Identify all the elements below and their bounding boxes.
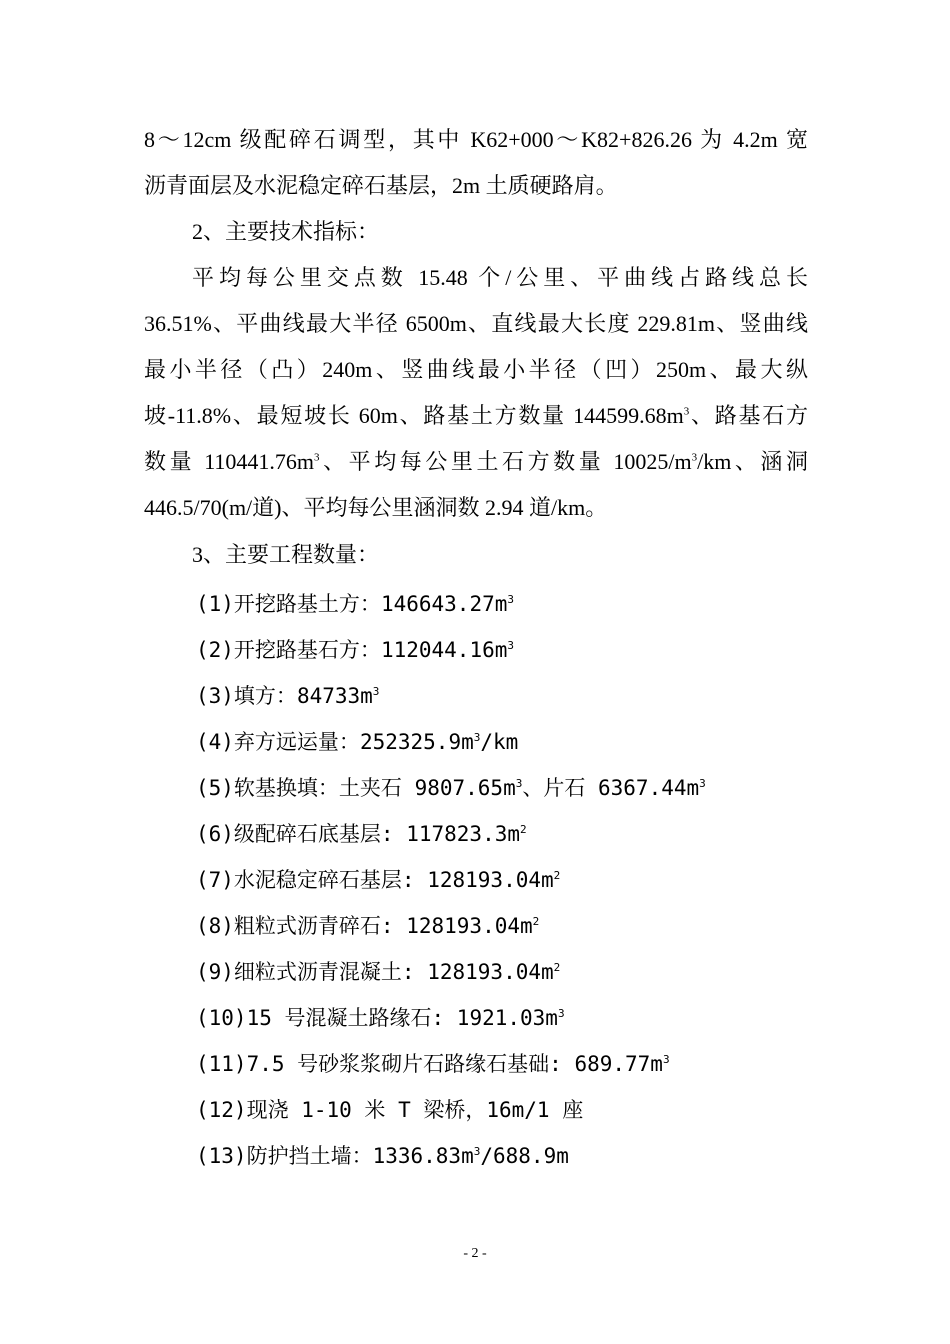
page-number: - 2 -	[463, 1246, 487, 1261]
superscript: 3	[699, 777, 706, 790]
intro-line-1: 8～12cm 级配碎石调型，其中 K62+000～K82+826.26 为 4.2m 宽	[144, 127, 808, 152]
item-label: (11)7.5 号砂浆浆砌片石路缘石基础:	[196, 1052, 575, 1076]
item-value: 689.77m	[574, 1052, 663, 1076]
intro-line-2: 沥青面层及水泥稳定碎石基层，2m 土质硬路肩。	[144, 173, 618, 198]
item-value: 146643.27m	[380, 592, 508, 616]
item-label: (8)粗粒式沥青碎石:	[196, 914, 407, 938]
intro-paragraph	[144, 117, 808, 209]
item-label: (6)级配碎石底基层:	[196, 822, 407, 846]
item-value: 112044.16m	[380, 638, 508, 662]
item-label: (10)15 号混凝土路缘石:	[196, 1006, 457, 1030]
section-2-heading: 2、主要技术指标：	[192, 219, 380, 244]
list-item	[196, 1133, 706, 1179]
item-tail: /688.9m	[480, 1144, 569, 1168]
item-value: 128193.04m	[427, 868, 554, 892]
superscript: 3	[314, 451, 320, 464]
item-tail: 、片石 6367.44m	[522, 776, 700, 800]
item-label: (2)开挖路基石方：	[196, 638, 381, 662]
indicators-line-3: 最小半径（凸）240m、竖曲线最小半径（凹）250m、最大纵	[144, 357, 808, 382]
superscript: 3	[557, 1007, 565, 1020]
item-label: (3)填方：	[196, 684, 297, 708]
list-item	[196, 581, 706, 627]
item-value: 117823.3m	[406, 822, 521, 846]
list-item	[196, 719, 706, 765]
item-label: (9)细粒式沥青混凝土:	[196, 960, 428, 984]
indicators-line-5-a: 数量 110441.76m	[144, 449, 314, 474]
list-item	[196, 673, 706, 719]
item-label: (1)开挖路基土方：	[196, 592, 381, 616]
superscript: 3	[473, 731, 481, 744]
superscript: 3	[507, 639, 514, 652]
list-item	[196, 903, 706, 949]
list-item	[196, 765, 706, 811]
quantities-list	[196, 581, 706, 1179]
item-label: (7)水泥稳定碎石基层:	[196, 868, 428, 892]
indicators-line-2: 36.51%、平曲线最大半径 6500m、直线最大长度 229.81m、竖曲线	[144, 311, 808, 336]
item-value: 9807.65m	[414, 776, 516, 800]
indicators-line-5	[144, 439, 808, 485]
list-item	[196, 1087, 706, 1133]
item-tail: /km	[480, 730, 519, 754]
item-value: 84733m	[296, 684, 373, 708]
item-value: 1336.83m	[372, 1144, 474, 1168]
indicators-line-6: 446.5/70(m/道)、平均每公里涵洞数 2.94 道/km。	[144, 495, 608, 520]
indicators-line-5-c: /km、涵洞	[697, 449, 808, 474]
item-value: 128193.04m	[406, 914, 533, 938]
superscript: 2	[553, 961, 561, 974]
item-value: 252325.9m	[359, 730, 474, 754]
superscript: 2	[532, 915, 540, 928]
superscript: 2	[553, 869, 561, 882]
list-item	[196, 811, 706, 857]
item-label: (13)防护挡土墙：	[196, 1144, 373, 1168]
item-label: (12)现浇 1-10 米 T 梁桥，16m/1 座	[196, 1098, 584, 1122]
superscript: 3	[507, 593, 514, 606]
list-item	[196, 627, 706, 673]
list-item	[196, 949, 706, 995]
item-value: 128193.04m	[427, 960, 554, 984]
indicators-line-4	[144, 393, 808, 439]
list-item	[196, 1041, 706, 1087]
superscript: 3	[473, 1145, 481, 1158]
list-item	[196, 995, 706, 1041]
item-label: (4)弃方远运量：	[196, 730, 360, 754]
superscript: 3	[372, 685, 380, 698]
section-3-heading: 3、主要工程数量：	[192, 542, 380, 567]
superscript: 3	[683, 405, 690, 418]
tech-indicators-paragraph	[144, 255, 808, 531]
indicators-line-4-a: 坡-11.8%、最短坡长 60m、路基土方数量 144599.68m	[144, 403, 684, 428]
indicators-line-1: 平均每公里交点数 15.48 个/公里、平曲线占路线总长	[192, 265, 808, 290]
superscript: 3	[691, 451, 698, 464]
indicators-line-5-b: 、平均每公里土石方数量 10025/m	[319, 449, 692, 474]
item-value: 1921.03m	[456, 1006, 558, 1030]
list-item	[196, 857, 706, 903]
indicators-line-4-b: 、路基石方	[689, 403, 808, 428]
item-label: (5)软基换填：土夹石	[196, 776, 415, 800]
superscript: 2	[520, 823, 527, 836]
superscript: 3	[515, 777, 523, 790]
superscript: 3	[662, 1053, 670, 1066]
